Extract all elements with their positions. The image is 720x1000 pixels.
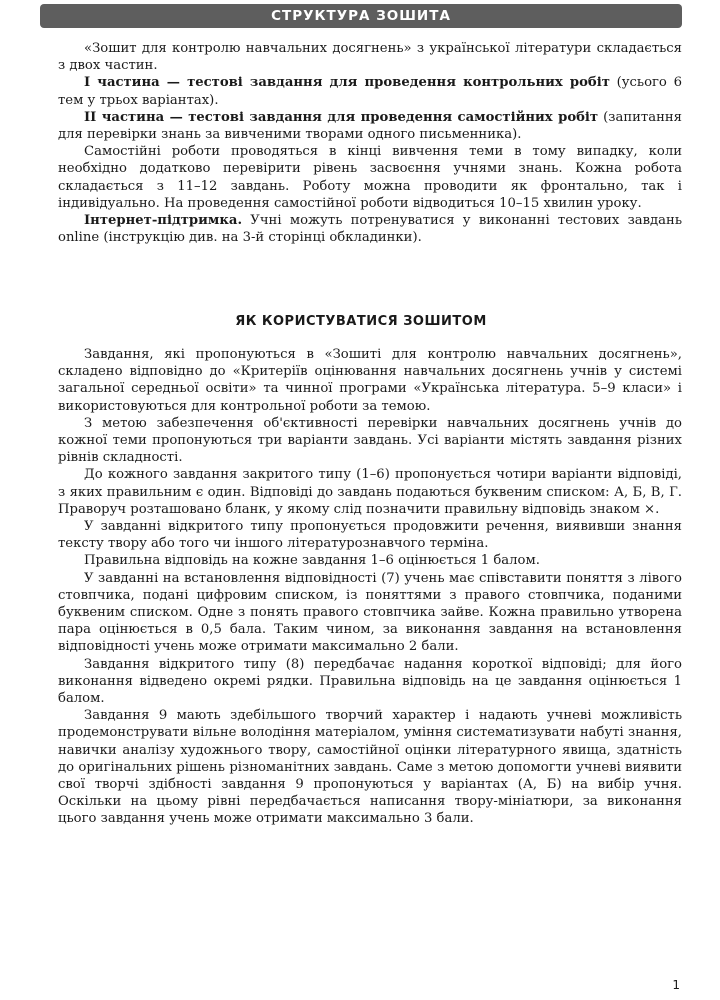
internet-support-text: Учні можуть потренуватися у виконанні тестових завдань online (інструкцію див. на 3-й сторінці обкладинки).	[58, 213, 682, 246]
how-to-use-section	[58, 346, 682, 828]
paragraph	[58, 74, 682, 108]
page-number: 1	[672, 978, 680, 992]
paragraph: Завдання відкритого типу (8) передбачає надання короткої відповіді; для його виконання відведено окремі рядки. Правильна відповідь на це завдання оцінюється 1 балом.	[58, 656, 682, 707]
paragraph: Правильна відповідь на кожне завдання 1–6 оцінюється 1 балом.	[84, 553, 540, 569]
paragraph: У завданні відкритого типу пропонується продовжити речення, виявивши знання тексту твору або того чи іншого літературознавчого терміна.	[58, 519, 682, 552]
section-heading: ЯК КОРИСТУВАТИСЯ ЗОШИТОМ	[235, 314, 487, 329]
paragraph: З метою забезпечення об'єктивності перевірки навчальних досягнень учнів до кожної теми пропонуються три варіанти завдань. Усі варіанти містять завдання різних рівнів складності.	[58, 415, 682, 466]
paragraph	[58, 212, 682, 246]
section-title-bar	[40, 4, 682, 28]
paragraph: Завдання, які пропонуються в «Зошиті для контролю навчальних досягнень», складено відповідно до «Критеріїв оцінювання навчальних досягнень учнів у системі загальної середньої освіти» та чинної програми «Українська література. 5–9 класи» і використовуються для контрольної роботи за темою.	[58, 347, 682, 414]
paragraph: До кожного завдання закритого типу (1–6) пропонується чотири варіанти відповіді, з яких правильним є один. Відповіді до завдань подаються буквеним списком: А, Б, В, Г. Праворуч розташовано бланк, у якому слід позначити правильну відповідь знаком ×.	[58, 467, 682, 517]
paragraph	[58, 109, 682, 143]
paragraph: Завдання 9 мають здебільшого творчий характер і надають учневі можливість продемонструвати вільне володіння матеріалом, уміння систематизувати набуті знання, навички аналізу художнього твору, самостійної оцінки літературного явища, здатність до оригінальних рішень різноманітних завдань. Саме з метою допомогти учневі виявити свої творчі здібності завдання 9 пропонуються у варіантах (А, Б) на вибір учня. Оскільки на цьому рівні передбачається написання твору-мініатюри, за виконання цього завдання учень може отримати максимально 3 бали.	[58, 708, 682, 827]
part-two-label: ІІ частина — тестові завдання для проведення самостійних робіт	[84, 109, 599, 125]
page-title: СТРУКТУРА ЗОШИТА	[271, 8, 451, 24]
part-one-text: (усього 6 тем у трьох варіантах).	[58, 75, 682, 108]
paragraph: Самостійні роботи проводяться в кінці вивчення теми в тому випадку, коли необхідно додатково перевірити рівень засвоєння учнями знань. Кожна робота складається з 11–12 завдань. Роботу можна проводити як фронтально, так і індивідуально. На проведення самостійної роботи відводиться 10–15 хвилин уроку.	[58, 144, 682, 211]
paragraph: У завданні на встановлення відповідності (7) учень має співставити поняття з лівого стовпчика, подані цифровим списком, із поняттями з правого стовпчика, поданими буквеним списком. Одне з понять правого стовпчика зайве. Кожна правильно утворена пара оцінюється в 0,5 бала. Таким чином, за виконання завдання на встановлення відповідності учень може отримати максимально 2 бали.	[58, 570, 682, 655]
part-two-text: (запитання для перевірки знань за вивченими творами одного письменника).	[58, 109, 682, 143]
paragraph: «Зошит для контролю навчальних досягнень» з української літератури складається з двох частин.	[58, 41, 682, 74]
internet-support-label: Інтернет-підтримка.	[84, 213, 243, 229]
part-one-label: І частина — тестові завдання для проведення контрольних робіт	[84, 75, 610, 91]
structure-section	[58, 40, 682, 246]
